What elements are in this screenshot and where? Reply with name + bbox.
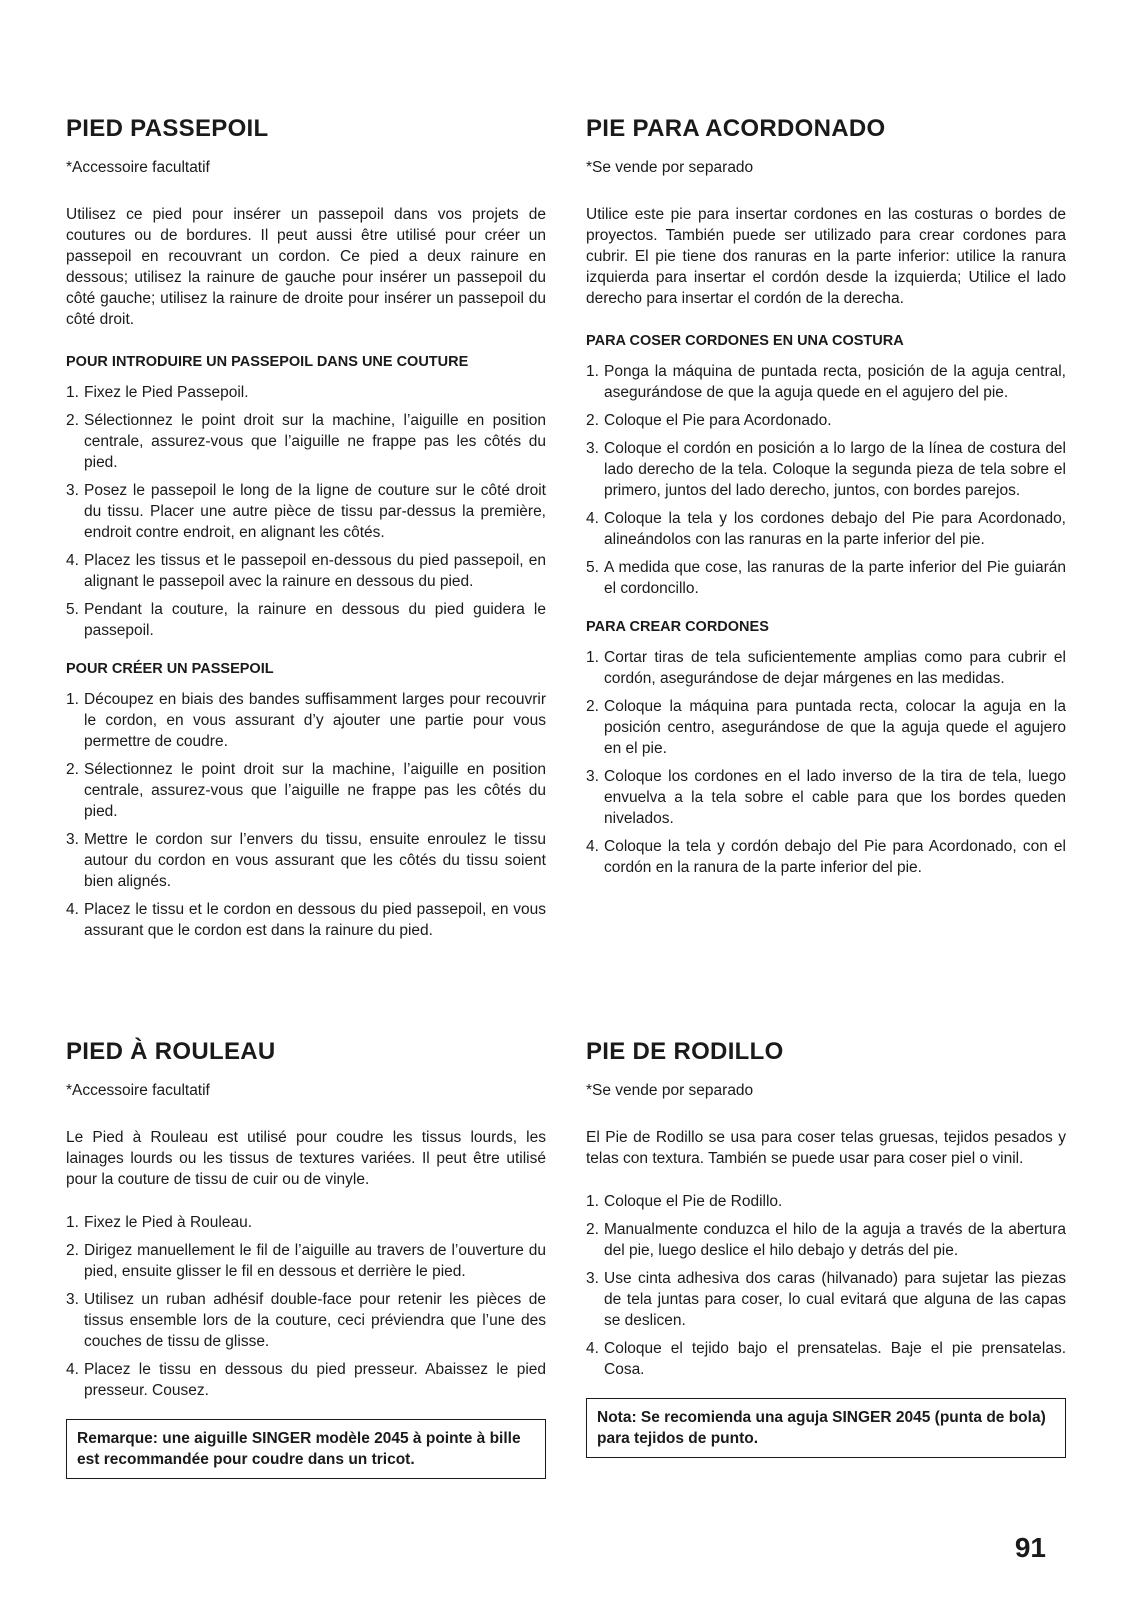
- step-number: 3.: [66, 482, 79, 499]
- list-item: [586, 836, 1066, 878]
- list-item: [66, 382, 546, 403]
- step-text: Coloque el tejido bajo el prensatelas. Baje el pie prensatelas. Cosa.: [604, 1340, 1066, 1378]
- section-title: PIED PASSEPOIL: [66, 115, 269, 142]
- step-number: 1.: [66, 1214, 79, 1231]
- step-number: 2.: [586, 698, 599, 715]
- step-number: 4.: [586, 838, 599, 855]
- step-text: Cortar tiras de tela suficientemente amplias como para cubrir el cordón, asegurándose de dejar márgenes en las medidas.: [604, 649, 1066, 687]
- step-text: Ponga la máquina de puntada recta, posición de la aguja central, asegurándose de que la aguja quede en el agujero del pie.: [604, 363, 1066, 401]
- list-item: [66, 759, 546, 822]
- step-number: 1.: [586, 363, 599, 380]
- section-subtitle: *Se vende por separado: [586, 159, 754, 176]
- list-item: [66, 1359, 546, 1401]
- list-item: [66, 1289, 546, 1352]
- subsection-heading: POUR INTRODUIRE UN PASSEPOIL DANS UNE COUTURE: [66, 354, 469, 370]
- list-item: [586, 1191, 1066, 1212]
- step-number: 4.: [66, 1361, 79, 1378]
- list-item: [586, 438, 1066, 501]
- steps-list: [66, 689, 546, 941]
- step-text: Coloque el Pie para Acordonado.: [604, 412, 832, 429]
- step-number: 4.: [66, 552, 79, 569]
- list-item: [66, 550, 546, 592]
- step-number: 3.: [586, 440, 599, 457]
- section-title: PIE PARA ACORDONADO: [586, 115, 886, 142]
- section-subtitle: *Se vende por separado: [586, 1082, 754, 1099]
- step-text: Coloque la tela y cordón debajo del Pie para Acordonado, con el cordón en la ranura de la parte inferior del pie.: [604, 838, 1066, 876]
- step-text: A medida que cose, las ranuras de la parte inferior del Pie guiarán el cordoncillo.: [604, 559, 1066, 597]
- section-intro: El Pie de Rodillo se usa para coser telas gruesas, tejidos pesados y telas con textura. También se puede usar para coser piel o vinil.: [586, 1129, 1066, 1167]
- list-item: [586, 1219, 1066, 1261]
- section-pie-para-acordonado: [586, 112, 1066, 896]
- step-text: Placez les tissus et le passepoil en-dessous du pied passepoil, en alignant le passepoil avec la rainure en dessous du pied.: [84, 552, 546, 590]
- list-item: [586, 361, 1066, 403]
- step-number: 2.: [66, 761, 79, 778]
- page-number: 91: [1014, 1532, 1046, 1563]
- step-number: 2.: [66, 1242, 79, 1259]
- step-text: Utilisez un ruban adhésif double-face pour retenir les pièces de tissus ensemble lors de la couture, ceci préviendra que l’une des couches de tissu de glisse.: [84, 1291, 546, 1350]
- list-item: [586, 1268, 1066, 1331]
- list-item: [586, 696, 1066, 759]
- step-number: 3.: [66, 831, 79, 848]
- section-pied-a-rouleau: [66, 1035, 546, 1479]
- step-number: 1.: [66, 691, 79, 708]
- step-number: 5.: [66, 601, 79, 618]
- step-text: Placez le tissu et le cordon en dessous du pied passepoil, en vous assurant que le cordon est dans la rainure du pied.: [84, 901, 546, 939]
- section-intro: Utilisez ce pied pour insérer un passepoil dans vos projets de coutures ou de bordures. Il peut aussi être utilisé pour créer un passepoil en recouvrant un cordon. Ce pied a deux rainure en dessous; utilisez la rainure de gauche pour insérer un passepoil du côté gauche; utilisez la rainure de droite pour insérer un passepoil du côté droit.: [66, 206, 546, 328]
- section-pie-de-rodillo: [586, 1035, 1066, 1458]
- step-number: 2.: [586, 412, 599, 429]
- subsection-heading: PARA CREAR CORDONES: [586, 619, 769, 635]
- step-text: Coloque los cordones en el lado inverso de la tira de tela, luego envuelva a la tela sobre el cable para que los bordes queden nivelados.: [604, 768, 1066, 827]
- step-text: Mettre le cordon sur l’envers du tissu, ensuite enroulez le tissu autour du cordon en vous assurant que les côtés du tissu soient bien alignés.: [84, 831, 546, 890]
- step-number: 4.: [66, 901, 79, 918]
- list-item: [586, 1338, 1066, 1380]
- list-item: [66, 689, 546, 752]
- list-item: [66, 410, 546, 473]
- step-text: Coloque el cordón en posición a lo largo de la línea de costura del lado derecho de la tela. Coloque la segunda pieza de tela sobre el primero, juntos del lado derecho, juntos, con bordes parejos.: [604, 440, 1066, 499]
- section-subtitle: *Accessoire facultatif: [66, 1082, 210, 1099]
- list-item: [586, 557, 1066, 599]
- list-item: [586, 410, 1066, 431]
- note-box: Remarque: une aiguille SINGER modèle 2045 à pointe à bille est recommandée pour coudre dans un tricot.: [66, 1419, 546, 1479]
- step-text: Sélectionnez le point droit sur la machine, l’aiguille en position centrale, assurez-vous que l’aiguille ne frappe pas les côtés du pied.: [84, 761, 546, 820]
- list-item: [66, 1212, 546, 1233]
- step-number: 4.: [586, 510, 599, 527]
- list-item: [66, 829, 546, 892]
- section-pied-passepoil: [66, 112, 546, 959]
- step-number: 3.: [66, 1291, 79, 1308]
- step-number: 1.: [586, 649, 599, 666]
- step-text: Placez le tissu en dessous du pied presseur. Abaissez le pied presseur. Cousez.: [84, 1361, 546, 1399]
- subsection-heading: PARA COSER CORDONES EN UNA COSTURA: [586, 333, 904, 349]
- step-number: 1.: [66, 384, 79, 401]
- list-item: [586, 647, 1066, 689]
- steps-list: [66, 1212, 546, 1401]
- subsection-heading: POUR CRÉER UN PASSEPOIL: [66, 661, 274, 677]
- step-text: Pendant la couture, la rainure en dessous du pied guidera le passepoil.: [84, 601, 546, 639]
- step-text: Découpez en biais des bandes suffisamment larges pour recouvrir le cordon, en vous assurant d’y ajouter une partie pour vous permettre de coudre.: [84, 691, 546, 750]
- step-text: Coloque la tela y los cordones debajo del Pie para Acordonado, alineándolos con las ranuras en la parte inferior del pie.: [604, 510, 1066, 548]
- step-text: Use cinta adhesiva dos caras (hilvanado) para sujetar las piezas de tela juntas para coser, lo cual evitará que alguna de las capas se deslicen.: [604, 1270, 1066, 1329]
- step-number: 3.: [586, 1270, 599, 1287]
- list-item: [586, 508, 1066, 550]
- list-item: [586, 766, 1066, 829]
- step-text: Fixez le Pied à Rouleau.: [84, 1214, 253, 1231]
- steps-list: [586, 1191, 1066, 1380]
- list-item: [66, 899, 546, 941]
- step-text: Sélectionnez le point droit sur la machine, l’aiguille en position centrale, assurez-vous que l’aiguille ne frappe pas les côtés du pied.: [84, 412, 546, 471]
- step-text: Fixez le Pied Passepoil.: [84, 384, 249, 401]
- steps-list: [586, 361, 1066, 599]
- list-item: [66, 1240, 546, 1282]
- section-title: PIE DE RODILLO: [586, 1038, 784, 1065]
- step-number: 2.: [586, 1221, 599, 1238]
- list-item: [66, 480, 546, 543]
- step-text: Coloque la máquina para puntada recta, colocar la aguja en la posición centro, asegurándose de que la aguja quede el agujero en el pie.: [604, 698, 1066, 757]
- step-text: Manualmente conduzca el hilo de la aguja a través de la abertura del pie, luego deslice el hilo debajo y detrás del pie.: [604, 1221, 1066, 1259]
- steps-list: [66, 382, 546, 641]
- step-number: 3.: [586, 768, 599, 785]
- step-number: 4.: [586, 1340, 599, 1357]
- section-intro: Le Pied à Rouleau est utilisé pour coudre les tissus lourds, les lainages lourds ou les tissus de textures variées. Il peut être utilisé pour la couture de tissu de cuir ou de vinyle.: [66, 1129, 546, 1188]
- step-text: Coloque el Pie de Rodillo.: [604, 1193, 783, 1210]
- step-number: 5.: [586, 559, 599, 576]
- note-box: Nota: Se recomienda una aguja SINGER 2045 (punta de bola) para tejidos de punto.: [586, 1398, 1066, 1458]
- step-text: Dirigez manuellement le fil de l’aiguille au travers de l’ouverture du pied, ensuite glisser le fil en dessous et derrière le pied.: [84, 1242, 546, 1280]
- section-subtitle: *Accessoire facultatif: [66, 159, 210, 176]
- list-item: [66, 599, 546, 641]
- steps-list: [586, 647, 1066, 878]
- step-number: 1.: [586, 1193, 599, 1210]
- step-number: 2.: [66, 412, 79, 429]
- section-intro: Utilice este pie para insertar cordones en las costuras o bordes de proyectos. También puede ser utilizado para crear cordones para cubrir. El pie tiene dos ranuras en la parte inferior: utilice la ranura izquierda para insertar el cordón desde la izquierda; Utilice el lado derecho para insertar el cordón de la derecha.: [586, 206, 1066, 307]
- section-title: PIED À ROULEAU: [66, 1038, 276, 1065]
- step-text: Posez le passepoil le long de la ligne de couture sur le côté droit du tissu. Placer une autre pièce de tissu par-dessus la première, endroit contre endroit, en alignant les côtés.: [84, 482, 546, 541]
